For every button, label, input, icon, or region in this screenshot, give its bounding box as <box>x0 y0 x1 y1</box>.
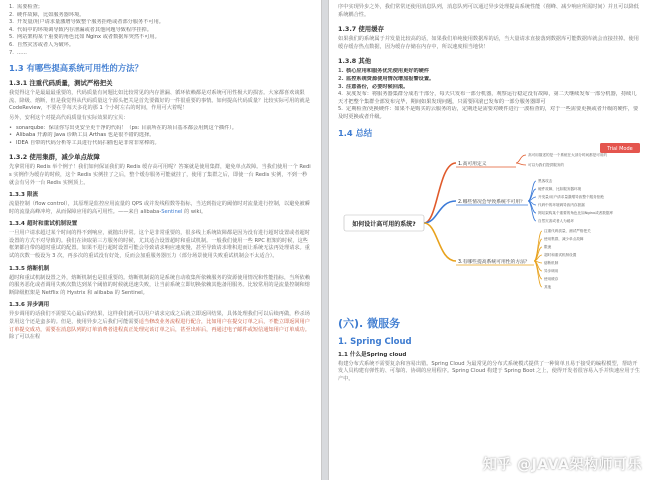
subsection-heading-1-3-7: 1.3.7 使用缓存 <box>338 25 384 34</box>
document-page-left <box>0 0 322 480</box>
list-item: 4. 代码中的环境调导致内存泄漏或者其他问题导致程序挂掉。 <box>9 26 152 33</box>
list-item: 5. 网站架构某个重要的角色比如 Nginx 或者数据库突然不可用。 <box>9 34 160 41</box>
subsection-heading-1-3-3: 1.3.3 限流 <box>9 192 39 199</box>
summary-mindmap <box>338 141 642 305</box>
list-item: 4. 灰度发布：将服务器集群分成若干部分，每天只发布一部分机器，观察运行稳定没有故障，第二天继续发布一部分机器，持续几天才把整个集群全部发布完毕，期间如果发现问题，只需要回滚已发布的一部分服务器即可 <box>338 91 637 105</box>
mindmap-branch-3: 3.有哪些提高系统可用性的方法？ <box>458 259 530 265</box>
subsection-heading-1-3-2: 1.3.2 使用集群，减少单点故障 <box>9 153 100 162</box>
mindmap-leaf: 异步调用 <box>544 268 559 273</box>
list-item: 2. 硬件故障，比如服务器环境。 <box>9 11 85 18</box>
list-item: 5. 定期检查/更换硬件：如果不是购买的云服务的话，定期还是需要对硬件进行一波检查的，对于一些需要更换或者升级的硬件，要及时更换或者升级。 <box>338 106 639 120</box>
subsection-heading-1-3-4: 1.3.4 超时和重试机制设置 <box>9 221 78 228</box>
list-item: • IDEA 自带的代码分析等工具进行代码扫描也是非常非常棒的。 <box>9 140 312 148</box>
list-item: 2. 监控系统资源使用情况增加报警设置。 <box>338 75 435 82</box>
mindmap-leaf: 开发量/用户请求量激增导致整个服务拒绝 <box>538 194 604 199</box>
subsection-heading-1-3-1: 1.3.1 注重代码质量，测试严格把关 <box>9 79 113 88</box>
mindmap-leaf: 注重代码质量，测试严格把关 <box>544 228 591 233</box>
mindmap-svg <box>338 141 642 305</box>
mindmap-leaf: 代码中的环境调导致内存泄漏 <box>538 202 585 207</box>
list-item: 1. 需要检查； <box>9 4 43 10</box>
subsection-heading-1-3-8: 1.3.8 其他 <box>338 57 372 66</box>
subsection-heading-1-3-6: 1.3.6 异步调用 <box>9 302 50 309</box>
mindmap-center-label: 如何设计高可用的系统? <box>352 220 416 228</box>
unavailability-reasons-list <box>9 4 312 57</box>
mindmap-leaf: 硬件故障，比如服务器环境 <box>538 186 582 191</box>
mindmap-leaf: 自然灾害或者人为破坏 <box>538 218 574 223</box>
mindmap-leaf: 使用缓存 <box>544 276 559 281</box>
mindmap-leaf: 可以为我们提供服务的 <box>528 162 564 167</box>
subsection-heading-1-3-5: 1.3.5 熔断机制 <box>9 265 50 272</box>
paragraph: 构建分布式系统不需要复杂和容易出错。Spring Cloud 为最常见的分布式系统模式提供了一种简单且易于接受的编程模型，帮助开发人员构建有弹性的、可靠的、协调的应用程序。Spring Cloud 构建于 Spring Boot 之上，使得开发者很容易入手并快速应用于生产中。 <box>338 360 640 382</box>
mindmap-leaf: 黑客攻击 <box>538 178 553 183</box>
list-item: • sonarqube：保证你写出更安全更干净的代码！（ps: 目前所在的项目基本都会用到这个插件）。 <box>9 125 312 133</box>
mindmap-leaf: 超时和重试机制设置 <box>544 252 577 257</box>
other-methods-list <box>338 68 641 121</box>
paragraph: 我觉得这个是最最最重要的，代码质量有问题比如比较常见的内存泄漏、循环依赖都是对系统可用性极大的损害。大家都喜欢谈限流、降级、熔断，但是我觉得从代码质量这个源头把关是首先要做好的一件很重要的事情。如何提高代码质量？比较实际可用的就是 CodeReview，不要在乎每天多花的那 1 个小时左右的时间，作用可大着呢！ <box>9 90 310 112</box>
list-item: 1. 核心应用和服务优先使用更好的硬件 <box>338 68 430 75</box>
watermark: 知乎 @JAVA架构师可乐 <box>482 457 642 473</box>
paragraph: 超时和重试机制设置之外，熔断机制也是很重要的。熔断机制说的是系统自动收集所依赖服务的资源使用情况和性能指标，当所依赖的服务恶化或者调用失败次数达到某个阈值的时候就迅速失败，让当前系统立即切换依赖其他备用服务。比较常用的是流量控制和熔断降级框架是 Netflix 的 Hystrix 和 alibaba 的 Sentinel。 <box>9 274 310 296</box>
paragraph: 一旦用户请求超过某个时间的得不到响应，就抛出异常。这个是非常重要的，很多线上系统故障都是因为没有进行超时设置或者超时设置的方式不对导致的。我们在读取第三方服务的时候，尤其适合设置超时和重试机制。一般我们使用一些 RPC 框架的时候，这些框架都自带的超时重试的配置。如果不进行超时设置可能会导致请求响应速度慢，甚至导致请求堆积进而让系统无法再处理请求。重试的次数一般设为 3 次，再多次的重试没有好处，反而会加重服务器压力（部分场景使用失败重试机制会不太适合）。 <box>9 230 310 260</box>
document-page-right <box>328 0 650 480</box>
mindmap-leaf: 其他 <box>544 284 552 289</box>
paragraph: 如果我们的系统属于并发量比较高的话，如果我们单纯使用数据库的话，当大量请求直接落到数据库可能数据库就会直接挂掉。使用缓存缓存热点数据，因为缓存存储在内存中，所以速度相当地快！ <box>338 36 639 50</box>
mindmap-branch-1: 1.高可用定义 <box>458 161 487 167</box>
mindmap-leaf: 熔断机制 <box>544 260 559 265</box>
paragraph: 异步调用的话我们不需要关心最后的结果，这样我们就可以用户请求完成之后就立即返回结果，具体处理我们可以后续再做，秒杀场景用这个还是蛮多的。但是，使用异步之后我们可能需要适当修改业务流程进行配合，比如用户在提交订单之后，不能立即返回用户订单提交成功，需要在消息队列的订单消费者进程真正处理完该订单之后，甚至出库后，再通过电子邮件或短信通知用户订单成功。除了可以在程 <box>9 311 310 341</box>
paragraph: 序中实现异步之外，我们常常还使用消息队列，消息队列可以通过异步处理提高系统性能（削峰、减少响应所需时间）并且可以降低系统耦合性。 <box>338 4 639 18</box>
tools-list <box>9 125 312 148</box>
section-heading-1-3: 1.3 有哪些提高系统可用性的方法？ <box>9 63 143 74</box>
paragraph: 另外，安利这个对提高代码质量有实际效果的宝贝： <box>9 114 129 121</box>
mindmap-branch-2: 2.哪些情况会导致系统不可用？ <box>458 199 525 205</box>
list-item: 3. 开发量/用户请求量激增导致整个服务拒绝或者部分服务不可用。 <box>9 19 164 26</box>
mindmap-leaf: 限流 <box>544 244 552 249</box>
sentinel-link[interactable]: Sentinel <box>161 208 183 215</box>
section-heading-1-4: 1.4 总结 <box>338 127 373 138</box>
list-item: 6. 自然灾害或者人为破坏。 <box>9 41 75 48</box>
mindmap-leaf: 网站架构某个重要的角色比如Nginx或者数据库 <box>538 210 614 215</box>
list-item: 3. 注意备份，必要时候回滚。 <box>338 83 409 90</box>
paragraph: 流量控制（flow control），其原理是监控应用流量的 QPS 或并发线程数等指标，当达到指定的阈值时对流量进行控制，以避免被瞬时的流量高峰冲垮，从而保障应用的高可用性。——来自 alibaba-Sentinel 的 wiki。 <box>9 201 310 215</box>
mindmap-leaf: 高可用描述的是一个系统在大部分时间都是可用的 <box>528 152 608 157</box>
trial-mode-label: Trial Mode <box>607 145 633 152</box>
list-item: • Alibaba 开源的 Java 诊断工具 Arthas 也是很不错的选择。 <box>9 132 312 140</box>
mindmap-leaf: 使用集群，减少单点故障 <box>544 236 584 241</box>
subsection-heading-spring-cloud: 1. Spring Cloud <box>338 336 412 347</box>
paragraph: 先拿常用的 Redis 举个例子！我们如何保证我们的 Redis 缓存高可用呢？答案就是使用集群，避免单点故障。当我们使用一个 Redis 实例作为缓存的时候，这个 Redis 实例挂了之后，整个缓存服务可能就挂了，使用了集群之后，即使一台 Redis 实例，不到一秒就会有另外一台 Redis 实例顶上。 <box>9 164 311 186</box>
subsection-heading-1-1: 1.1 什么是Spring cloud <box>338 351 407 358</box>
section-heading-6: (六). 微服务 <box>338 316 401 330</box>
list-item: 7. ...... <box>9 49 27 56</box>
highlighted-text: 适当修改业务流程进行配合，比如用户在提交订单之后，不能立即返回用户订单提交成功，需要在消息队列的订单消费者进程真正处理完该订单之后，甚至出库后，再通过电子邮件或短信通知用户订单成功。 <box>9 319 310 333</box>
